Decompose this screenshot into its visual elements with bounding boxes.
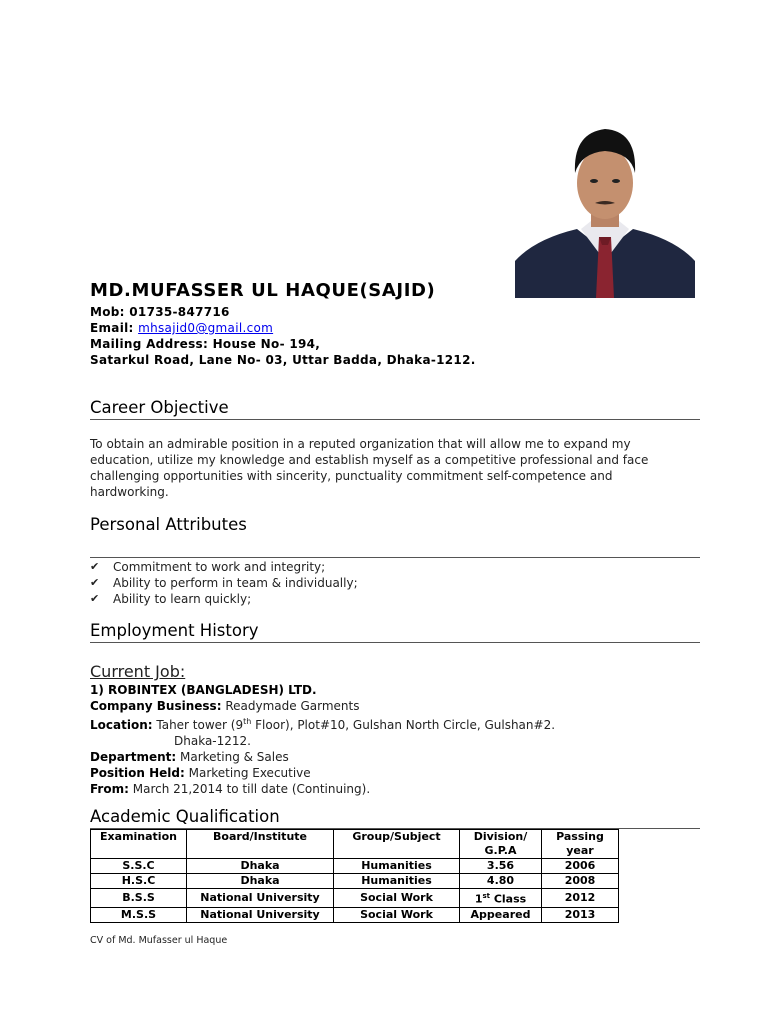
email-link[interactable]: mhsajid0@gmail.com bbox=[138, 321, 274, 335]
current-job-label: Current Job: bbox=[90, 662, 186, 681]
table-header-row bbox=[91, 830, 619, 859]
personal-attributes-heading: Personal Attributes bbox=[90, 515, 247, 534]
column-header: Board/Institute bbox=[187, 830, 334, 859]
list-item: ✔ Commitment to work and integrity; bbox=[90, 560, 326, 574]
job-from: March 21,2014 to till date (Continuing). bbox=[132, 782, 371, 796]
mobile-number: 01735-847716 bbox=[129, 305, 230, 319]
location: Taher tower (9th Floor), Plot#10, Gulshan North Circle, Gulshan#2. bbox=[156, 717, 556, 732]
academic-table bbox=[90, 829, 619, 923]
job-details: 1) ROBINTEX (BANGLADESH) LTD. Company Business: Readymade Garments Location: Taher tower (9th Floor), Plot#10, Gulshan North Circle, Gulshan#2. Dhaka-1212. Department: Marketing & Sales Position Held: Marketing Executive From: March 21,2014 to till date (Continuing). bbox=[90, 683, 556, 796]
check-icon: ✔ bbox=[90, 576, 100, 589]
page-footer: CV of Md. Mufasser ul Haque bbox=[90, 935, 228, 946]
department: Marketing & Sales bbox=[180, 750, 289, 764]
person-silhouette-icon bbox=[515, 111, 695, 298]
table-row: M.S.S National University Social Work Appeared 2013 bbox=[91, 907, 619, 922]
career-objective-heading: Career Objective bbox=[90, 398, 700, 420]
candidate-name: MD.MUFASSER UL HAQUE(SAJID) bbox=[90, 280, 436, 301]
address-line-1: Mailing Address: House No- 194, bbox=[90, 337, 321, 351]
company-business: Readymade Garments bbox=[225, 699, 360, 713]
company-name: 1) ROBINTEX (BANGLADESH) LTD. bbox=[90, 683, 317, 697]
academic-qualification-heading: Academic Qualification bbox=[90, 807, 280, 826]
table-row: S.S.C Dhaka Humanities 3.56 2006 bbox=[91, 859, 619, 874]
email-line: Email: mhsajid0@gmail.com bbox=[90, 321, 274, 335]
table-row: H.S.C Dhaka Humanities 4.80 2008 bbox=[91, 874, 619, 889]
column-header: Group/Subject bbox=[334, 830, 460, 859]
list-item: ✔ Ability to learn quickly; bbox=[90, 592, 252, 606]
employment-history-heading: Employment History bbox=[90, 621, 700, 643]
profile-photo bbox=[515, 111, 695, 298]
column-header: Examination bbox=[91, 830, 187, 859]
career-objective-text: To obtain an admirable position in a reputed organization that will allow me to expand my education, utilize my knowledge and establish myself as a competitive professional and face challenging opportunities with sincerity, punctuality commitment self-competence and hardworking. bbox=[90, 437, 649, 499]
location-line-2: Dhaka-1212. bbox=[174, 734, 251, 748]
attributes-list bbox=[90, 559, 358, 607]
divider bbox=[90, 557, 700, 558]
check-icon: ✔ bbox=[90, 592, 100, 605]
check-icon: ✔ bbox=[90, 560, 100, 573]
column-header: Passing year bbox=[542, 830, 619, 859]
table-row: B.S.S National University Social Work 1st Class 2012 bbox=[91, 889, 619, 908]
list-item: ✔ Ability to perform in team & individually; bbox=[90, 576, 358, 590]
address-line-2: Satarkul Road, Lane No- 03, Uttar Badda, Dhaka-1212. bbox=[90, 353, 476, 367]
contact-block bbox=[90, 304, 476, 368]
column-header: Division/ G.P.A bbox=[460, 830, 542, 859]
mobile-line: Mob: 01735-847716 bbox=[90, 305, 230, 319]
position-held: Marketing Executive bbox=[188, 766, 311, 780]
